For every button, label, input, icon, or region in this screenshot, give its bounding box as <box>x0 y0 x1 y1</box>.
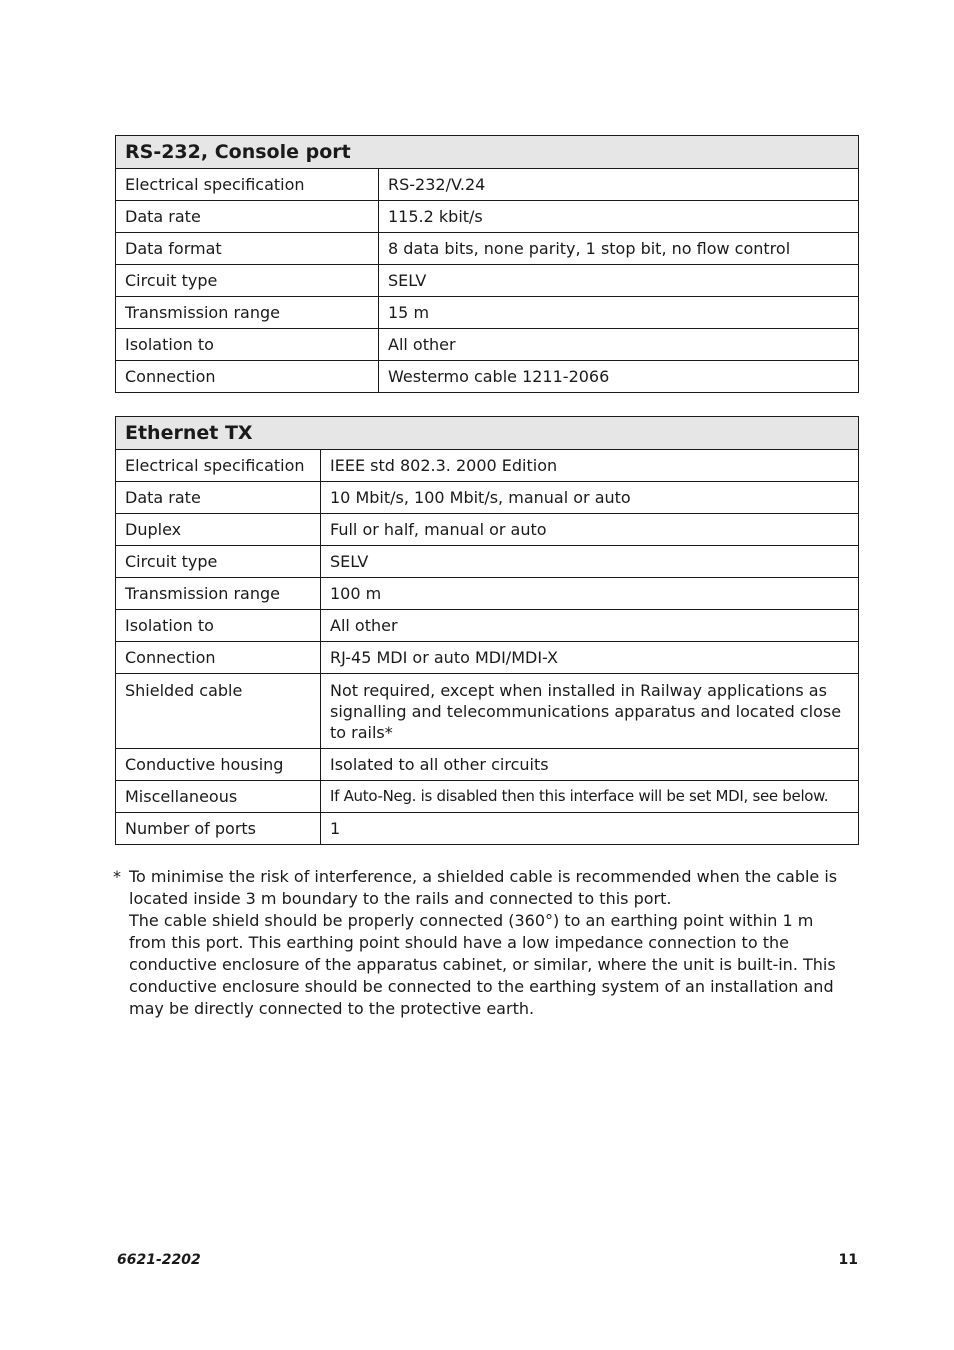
spec-label: Shielded cable <box>116 674 321 749</box>
table-row <box>116 642 859 674</box>
table-row <box>116 329 859 361</box>
table-row <box>116 514 859 546</box>
table-row <box>116 610 859 642</box>
spec-value: Westermo cable 1211-2066 <box>379 361 859 393</box>
table-row <box>116 361 859 393</box>
spec-label: Transmission range <box>116 578 321 610</box>
table-row <box>116 201 859 233</box>
spec-value: Isolated to all other circuits <box>321 749 859 781</box>
spec-label: Data format <box>116 233 379 265</box>
table-row <box>116 674 859 749</box>
spec-label: Data rate <box>116 201 379 233</box>
spec-value: 8 data bits, none parity, 1 stop bit, no flow control <box>379 233 859 265</box>
spec-label: Miscellaneous <box>116 781 321 813</box>
table-row <box>116 813 859 845</box>
table-title: Ethernet TX <box>116 417 859 450</box>
spec-value: Not required, except when installed in Railway applications as signalling and telecommunications apparatus and located close to rails* <box>321 674 859 749</box>
table-row <box>116 450 859 482</box>
footnote <box>113 866 853 1020</box>
spec-label: Number of ports <box>116 813 321 845</box>
spec-value: RS-232/V.24 <box>379 169 859 201</box>
spec-value: RJ-45 MDI or auto MDI/MDI-X <box>321 642 859 674</box>
table-row <box>116 749 859 781</box>
document-number: 6621-2202 <box>117 1252 201 1268</box>
spec-value: SELV <box>321 546 859 578</box>
page-number: 11 <box>838 1252 858 1268</box>
table-row <box>116 265 859 297</box>
table-row <box>116 233 859 265</box>
spec-label: Isolation to <box>116 329 379 361</box>
spec-value: All other <box>321 610 859 642</box>
spec-label: Connection <box>116 642 321 674</box>
ethernet-spec-table <box>115 416 859 845</box>
footnote-paragraph: To minimise the risk of interference, a shielded cable is recommended when the cable is located inside 3 m boundary to the rails and connected to this port. <box>129 867 838 908</box>
table-row <box>116 546 859 578</box>
spec-label: Duplex <box>116 514 321 546</box>
rs232-spec-table <box>115 135 859 393</box>
table-title: RS-232, Console port <box>116 136 859 169</box>
spec-value: IEEE std 802.3. 2000 Edition <box>321 450 859 482</box>
spec-value: 100 m <box>321 578 859 610</box>
spec-label: Connection <box>116 361 379 393</box>
spec-label: Isolation to <box>116 610 321 642</box>
spec-value: 1 <box>321 813 859 845</box>
spec-label: Data rate <box>116 482 321 514</box>
spec-value: If Auto-Neg. is disabled then this interface will be set MDI, see below. <box>321 781 859 813</box>
spec-value: 15 m <box>379 297 859 329</box>
spec-value: All other <box>379 329 859 361</box>
spec-label: Electrical specification <box>116 450 321 482</box>
table-row <box>116 781 859 813</box>
spec-value: 10 Mbit/s, 100 Mbit/s, manual or auto <box>321 482 859 514</box>
table-row <box>116 297 859 329</box>
table-row <box>116 169 859 201</box>
spec-label: Electrical specification <box>116 169 379 201</box>
spec-label: Conductive housing <box>116 749 321 781</box>
spec-value: 115.2 kbit/s <box>379 201 859 233</box>
table-row <box>116 578 859 610</box>
footnote-marker: * <box>113 867 121 886</box>
spec-label: Transmission range <box>116 297 379 329</box>
table-row <box>116 482 859 514</box>
footnote-paragraph: The cable shield should be properly connected (360°) to an earthing point within 1 m from this port. This earthing point should have a low impedance connection to the conductive enclosure of the apparatus cabinet, or similar, where the unit is built-in. This conductive enclosure should be connected to the earthing system of an installation and may be directly connected to the protective earth. <box>129 911 836 1018</box>
spec-label: Circuit type <box>116 265 379 297</box>
spec-value: Full or half, manual or auto <box>321 514 859 546</box>
spec-value: SELV <box>379 265 859 297</box>
spec-label: Circuit type <box>116 546 321 578</box>
